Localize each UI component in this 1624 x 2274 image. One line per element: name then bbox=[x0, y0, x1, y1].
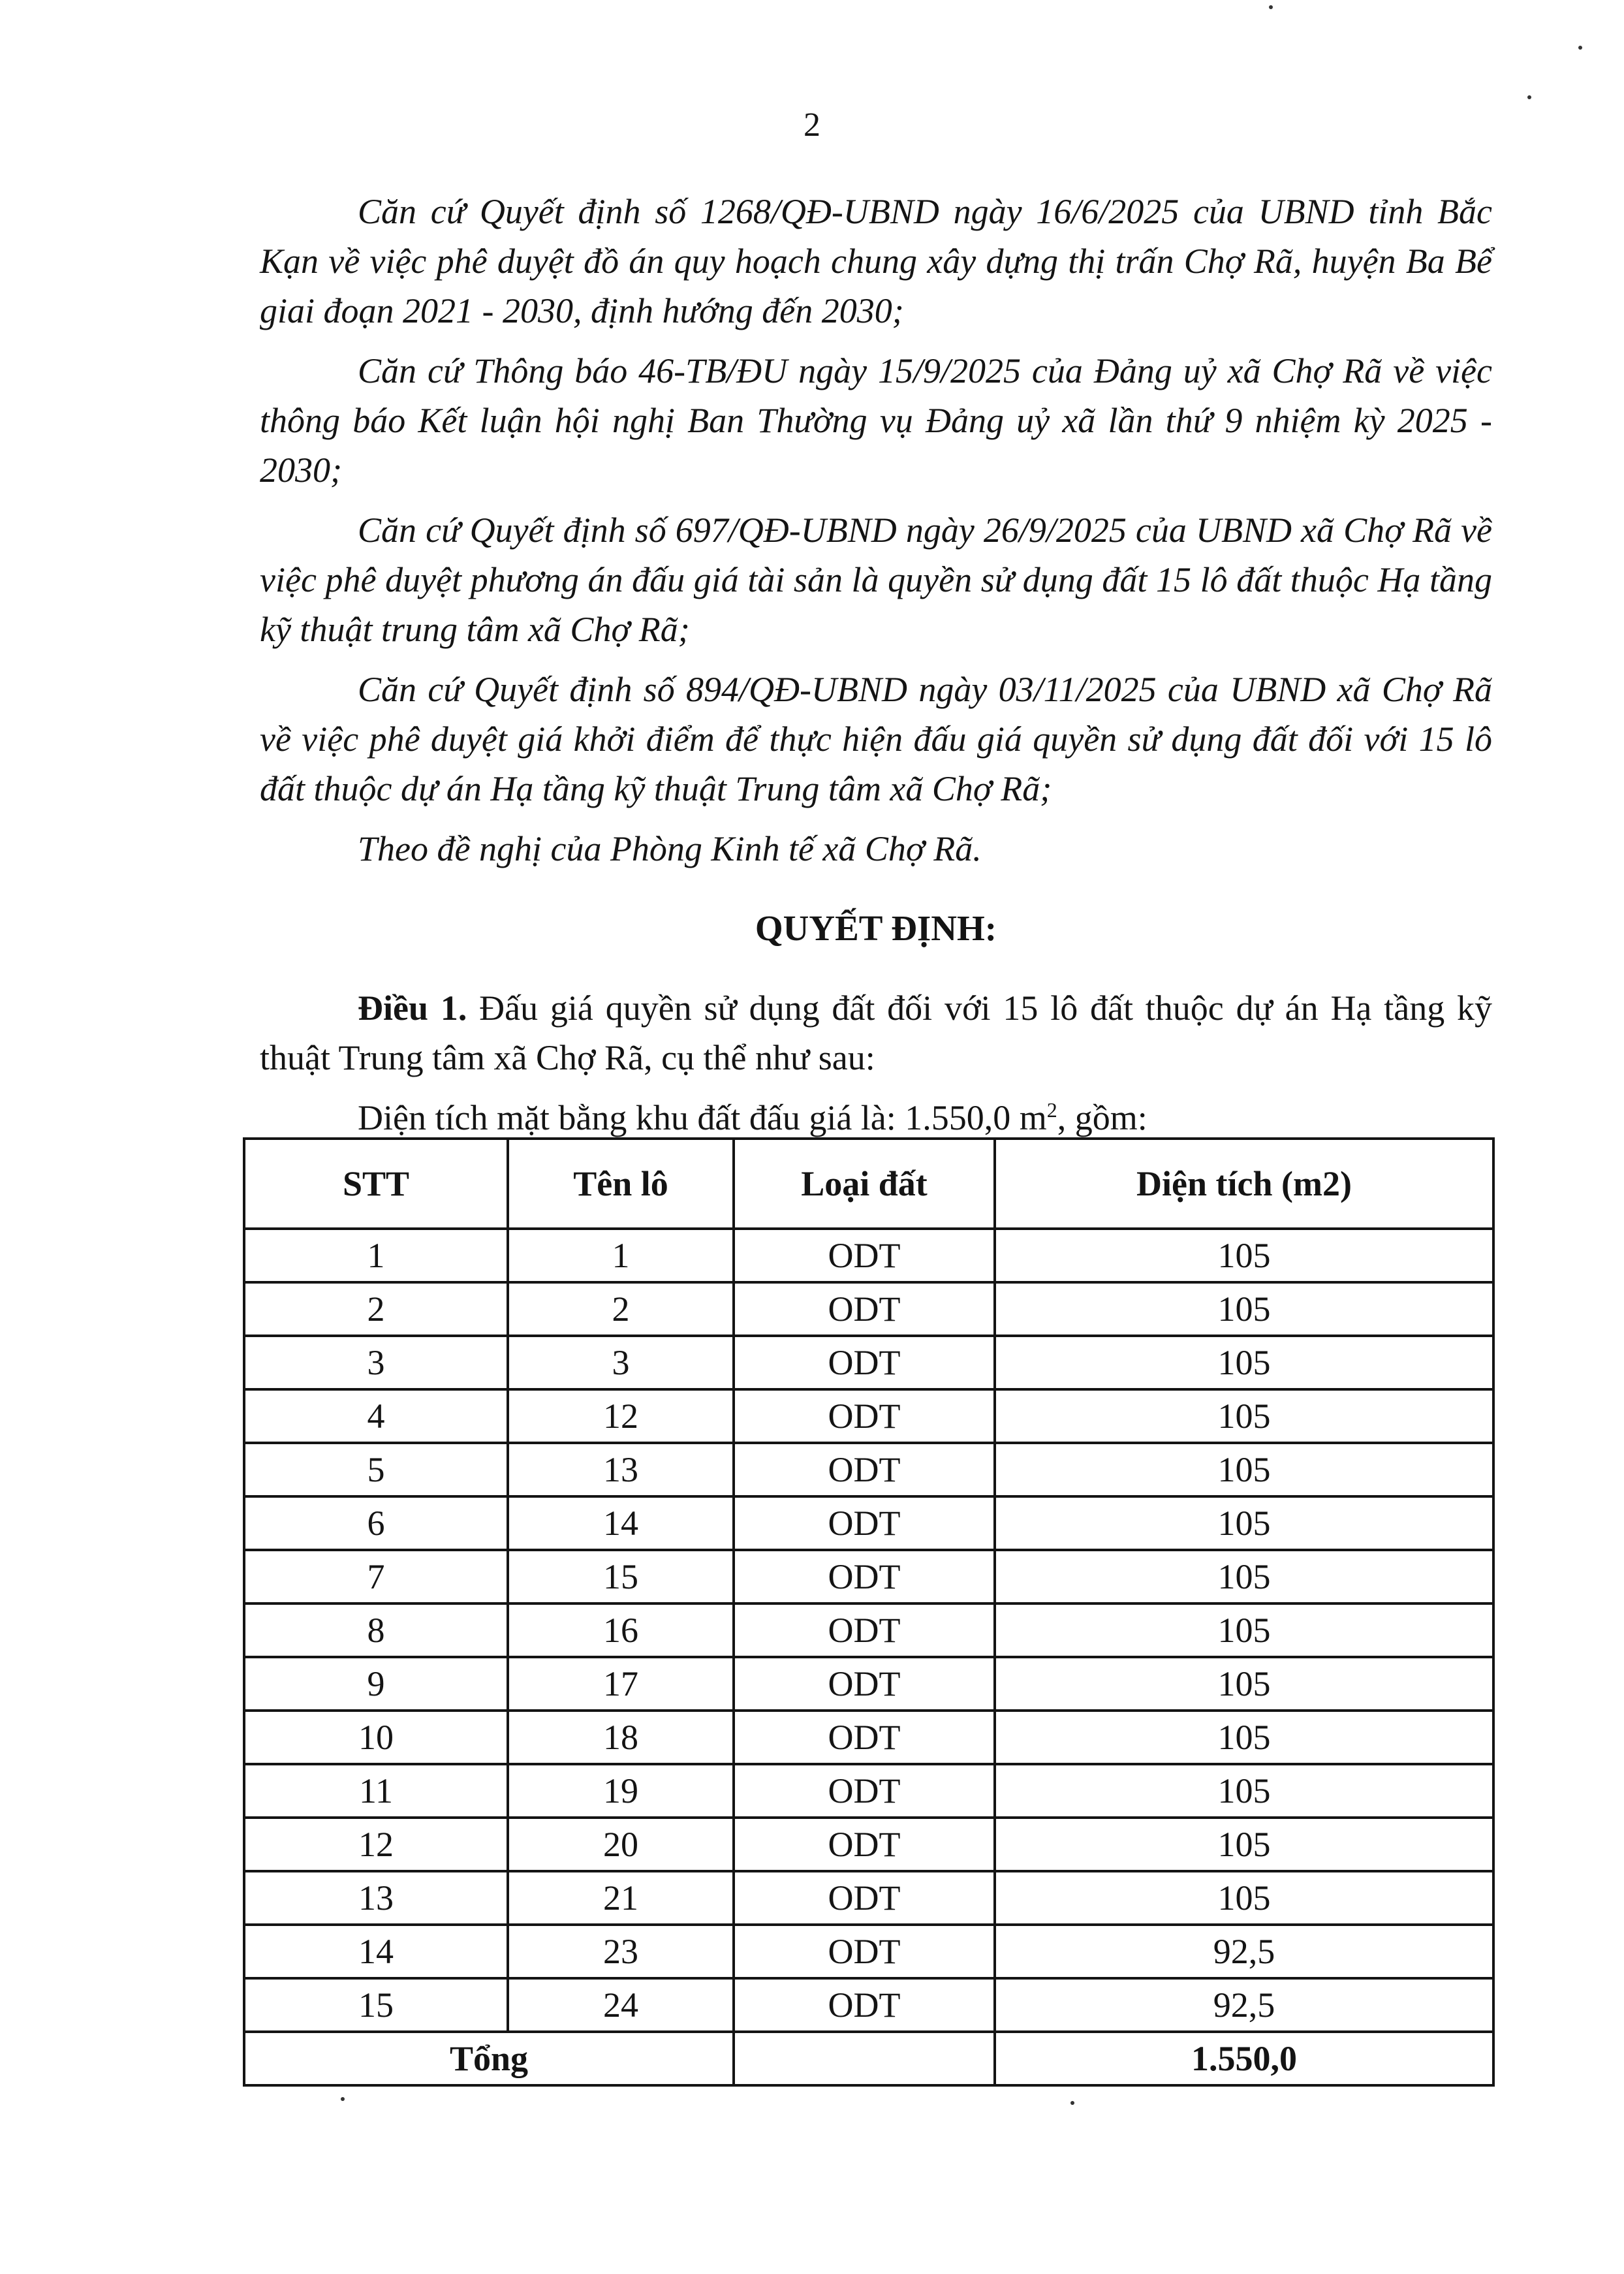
cell-land-type: ODT bbox=[734, 1496, 995, 1550]
cell-land-type: ODT bbox=[734, 1282, 995, 1336]
cell-lot-name: 13 bbox=[508, 1443, 734, 1496]
cell-lot-name: 12 bbox=[508, 1389, 734, 1443]
cell-area: 105 bbox=[995, 1550, 1493, 1603]
cell-land-type: ODT bbox=[734, 1764, 995, 1818]
table-row bbox=[244, 1229, 1493, 1282]
header-land-type: Loại đất bbox=[734, 1139, 995, 1229]
total-label: Tổng bbox=[244, 2032, 734, 2085]
cell-lot-name: 21 bbox=[508, 1871, 734, 1925]
area-unit-superscript: 2 bbox=[1046, 1098, 1057, 1122]
cell-area: 105 bbox=[995, 1603, 1493, 1657]
land-lots-table bbox=[243, 1137, 1495, 2087]
header-lot-name: Tên lô bbox=[508, 1139, 734, 1229]
cell-area: 105 bbox=[995, 1389, 1493, 1443]
cell-lot-name: 16 bbox=[508, 1603, 734, 1657]
cell-stt: 9 bbox=[244, 1657, 508, 1711]
cell-lot-name: 20 bbox=[508, 1818, 734, 1871]
cell-area: 105 bbox=[995, 1711, 1493, 1764]
area-line-prefix: Diện tích mặt bằng khu đất đấu giá là: 1.550,0 m bbox=[358, 1098, 1047, 1137]
cell-land-type: ODT bbox=[734, 1336, 995, 1389]
cell-stt: 3 bbox=[244, 1336, 508, 1389]
cell-lot-name: 18 bbox=[508, 1711, 734, 1764]
cell-land-type: ODT bbox=[734, 1711, 995, 1764]
cell-land-type: ODT bbox=[734, 1229, 995, 1282]
cell-land-type: ODT bbox=[734, 1603, 995, 1657]
area-line bbox=[260, 1093, 1492, 1143]
scan-speck bbox=[1527, 95, 1531, 99]
cell-stt: 7 bbox=[244, 1550, 508, 1603]
cell-lot-name: 15 bbox=[508, 1550, 734, 1603]
cell-land-type: ODT bbox=[734, 1389, 995, 1443]
table-row bbox=[244, 1711, 1493, 1764]
scan-speck bbox=[341, 2097, 345, 2101]
cell-lot-name: 1 bbox=[508, 1229, 734, 1282]
table-header-row bbox=[244, 1139, 1493, 1229]
cell-stt: 14 bbox=[244, 1925, 508, 1978]
total-value: 1.550,0 bbox=[995, 2032, 1493, 2085]
cell-area: 105 bbox=[995, 1871, 1493, 1925]
cell-lot-name: 24 bbox=[508, 1978, 734, 2032]
cell-area: 105 bbox=[995, 1764, 1493, 1818]
article-1-text: Đấu giá quyền sử dụng đất đối với 15 lô đất thuộc dự án Hạ tầng kỹ thuật Trung tâm xã Chợ Rã, cụ thể như sau: bbox=[260, 988, 1493, 1077]
cell-area: 105 bbox=[995, 1282, 1493, 1336]
table-row bbox=[244, 1443, 1493, 1496]
cell-area: 92,5 bbox=[995, 1925, 1493, 1978]
scan-speck bbox=[1578, 46, 1582, 50]
cell-land-type: ODT bbox=[734, 1925, 995, 1978]
document-body bbox=[260, 187, 1492, 1153]
cell-land-type: ODT bbox=[734, 1657, 995, 1711]
cell-area: 105 bbox=[995, 1443, 1493, 1496]
cell-lot-name: 17 bbox=[508, 1657, 734, 1711]
table-row bbox=[244, 1550, 1493, 1603]
cell-land-type: ODT bbox=[734, 1818, 995, 1871]
cell-stt: 10 bbox=[244, 1711, 508, 1764]
cell-area: 105 bbox=[995, 1657, 1493, 1711]
cell-area: 105 bbox=[995, 1336, 1493, 1389]
cell-stt: 4 bbox=[244, 1389, 508, 1443]
cell-stt: 2 bbox=[244, 1282, 508, 1336]
table-body bbox=[244, 1229, 1493, 2085]
cell-area: 92,5 bbox=[995, 1978, 1493, 2032]
table-row bbox=[244, 1389, 1493, 1443]
table-row bbox=[244, 1282, 1493, 1336]
cell-area: 105 bbox=[995, 1229, 1493, 1282]
cell-land-type: ODT bbox=[734, 1871, 995, 1925]
cell-lot-name: 2 bbox=[508, 1282, 734, 1336]
scan-speck bbox=[1070, 2101, 1074, 2105]
header-stt: STT bbox=[244, 1139, 508, 1229]
cell-stt: 11 bbox=[244, 1764, 508, 1818]
table-row bbox=[244, 1818, 1493, 1871]
table-total-row bbox=[244, 2032, 1493, 2085]
legal-basis-paragraph: Căn cứ Quyết định số 894/QĐ-UBND ngày 03/11/2025 của UBND xã Chợ Rã về việc phê duyệt giá khởi điểm để thực hiện đấu giá quyền sử dụng đất đối với 15 lô đất thuộc dự án Hạ tầng kỹ thuật Trung tâm xã Chợ Rã; bbox=[260, 670, 1492, 808]
cell-stt: 13 bbox=[244, 1871, 508, 1925]
page-number: 2 bbox=[804, 106, 820, 144]
table-row bbox=[244, 1978, 1493, 2032]
cell-area: 105 bbox=[995, 1818, 1493, 1871]
total-empty-cell bbox=[734, 2032, 995, 2085]
cell-lot-name: 14 bbox=[508, 1496, 734, 1550]
cell-stt: 12 bbox=[244, 1818, 508, 1871]
cell-stt: 1 bbox=[244, 1229, 508, 1282]
cell-lot-name: 3 bbox=[508, 1336, 734, 1389]
table-row bbox=[244, 1603, 1493, 1657]
table-row bbox=[244, 1871, 1493, 1925]
table-row bbox=[244, 1496, 1493, 1550]
scan-speck bbox=[1269, 5, 1273, 9]
article-1 bbox=[260, 983, 1492, 1082]
decision-heading: QUYẾT ĐỊNH: bbox=[755, 908, 997, 948]
legal-basis-paragraph: Căn cứ Thông báo 46-TB/ĐU ngày 15/9/2025 của Đảng uỷ xã Chợ Rã về việc thông báo Kết luận hội nghị Ban Thường vụ Đảng uỷ xã lần thứ 9 nhiệm kỳ 2025 - 2030; bbox=[260, 351, 1492, 490]
legal-basis-paragraph: Căn cứ Quyết định số 1268/QĐ-UBND ngày 16/6/2025 của UBND tỉnh Bắc Kạn về việc phê duyệt đồ án quy hoạch chung xây dựng thị trấn Chợ Rã, huyện Ba Bể giai đoạn 2021 - 2030, định hướng đến 2030; bbox=[260, 192, 1492, 330]
cell-area: 105 bbox=[995, 1496, 1493, 1550]
table-row bbox=[244, 1336, 1493, 1389]
table-row bbox=[244, 1925, 1493, 1978]
cell-land-type: ODT bbox=[734, 1550, 995, 1603]
cell-stt: 5 bbox=[244, 1443, 508, 1496]
table-row bbox=[244, 1764, 1493, 1818]
header-area: Diện tích (m2) bbox=[995, 1139, 1493, 1229]
legal-basis-paragraph: Căn cứ Quyết định số 697/QĐ-UBND ngày 26/9/2025 của UBND xã Chợ Rã về việc phê duyệt phương án đấu giá tài sản là quyền sử dụng đất 15 lô đất thuộc Hạ tầng kỹ thuật trung tâm xã Chợ Rã; bbox=[260, 511, 1492, 649]
cell-stt: 8 bbox=[244, 1603, 508, 1657]
cell-land-type: ODT bbox=[734, 1443, 995, 1496]
cell-lot-name: 19 bbox=[508, 1764, 734, 1818]
area-line-suffix: , gồm: bbox=[1057, 1098, 1148, 1137]
article-1-label: Điều 1. bbox=[358, 988, 467, 1028]
cell-stt: 15 bbox=[244, 1978, 508, 2032]
cell-stt: 6 bbox=[244, 1496, 508, 1550]
cell-lot-name: 23 bbox=[508, 1925, 734, 1978]
proposal-paragraph: Theo đề nghị của Phòng Kinh tế xã Chợ Rã. bbox=[358, 829, 982, 868]
cell-land-type: ODT bbox=[734, 1978, 995, 2032]
table-row bbox=[244, 1657, 1493, 1711]
